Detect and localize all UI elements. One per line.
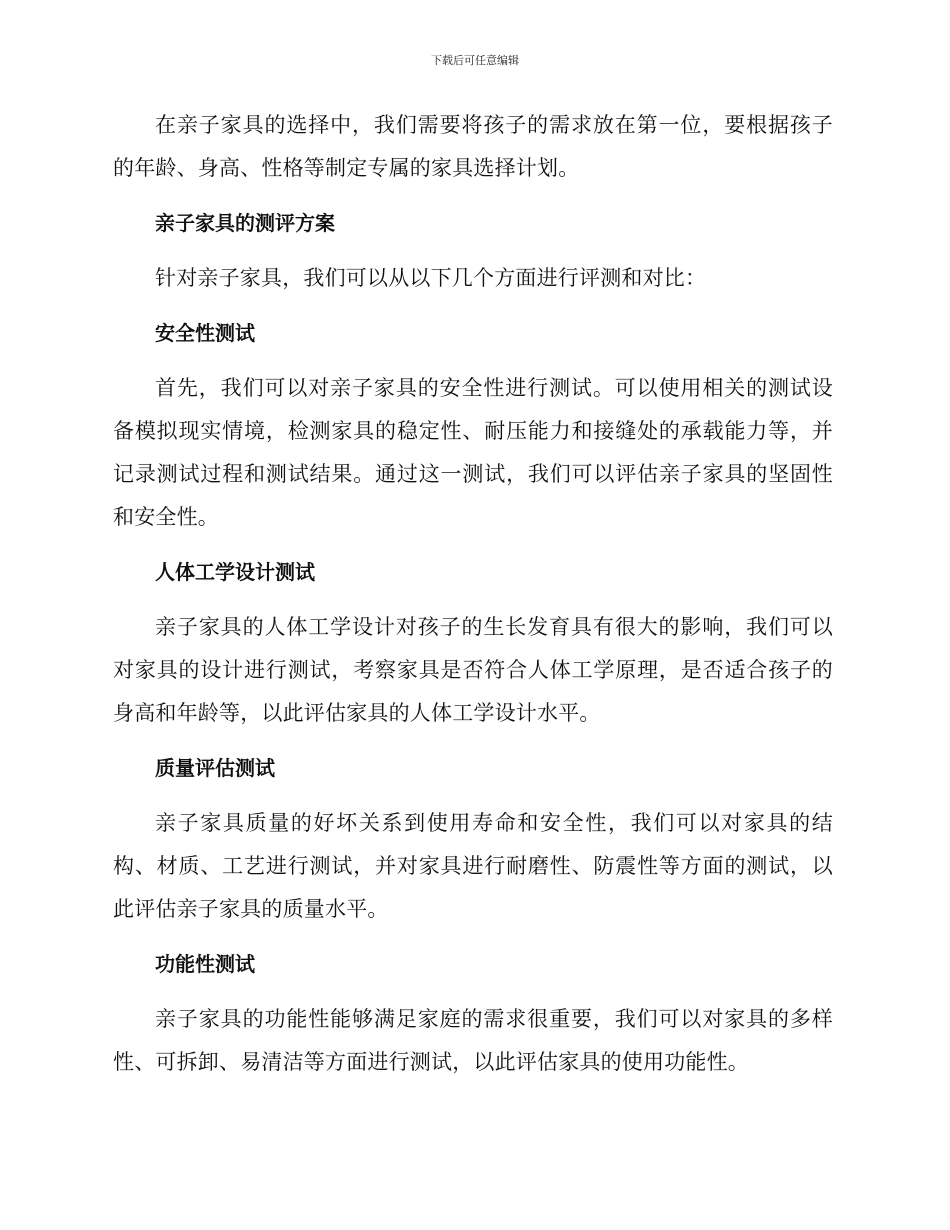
page-header: 下载后可任意编辑	[431, 54, 519, 67]
evaluation-intro-paragraph: 针对亲子家具，我们可以从以下几个方面进行评测和对比：	[155, 266, 707, 290]
document-body	[113, 104, 833, 1084]
ergonomics-paragraph: 亲子家具的人体工学设计对孩子的生长发育具有很大的影响，我们可以对家具的设计进行测试，考察家具是否符合人体工学原理，是否适合孩子的身高和年龄等，以此评估家具的人体工学设计水平。	[113, 615, 833, 725]
section-heading-ergonomics: 人体工学设计测试	[155, 560, 315, 584]
section-heading-safety: 安全性测试	[155, 321, 255, 345]
section-heading-functionality: 功能性测试	[155, 952, 255, 976]
quality-paragraph: 亲子家具质量的好坏关系到使用寿命和安全性，我们可以对家具的结构、材质、工艺进行测试，并对家具进行耐磨性、防震性等方面的测试，以此评估亲子家具的质量水平。	[113, 811, 833, 921]
section-heading-quality: 质量评估测试	[155, 756, 275, 780]
section-heading-evaluation-plan: 亲子家具的测评方案	[155, 211, 335, 235]
functionality-paragraph: 亲子家具的功能性能够满足家庭的需求很重要，我们可以对家具的多样性、可拆卸、易清洁等方面进行测试，以此评估家具的使用功能性。	[113, 1007, 833, 1074]
intro-paragraph: 在亲子家具的选择中，我们需要将孩子的需求放在第一位，要根据孩子的年龄、身高、性格等制定专属的家具选择计划。	[113, 113, 833, 180]
safety-paragraph: 首先，我们可以对亲子家具的安全性进行测试。可以使用相关的测试设备模拟现实情境，检测家具的稳定性、耐压能力和接缝处的承载能力等，并记录测试过程和测试结果。通过这一测试，我们可以评估亲子家具的坚固性和安全性。	[113, 376, 833, 529]
